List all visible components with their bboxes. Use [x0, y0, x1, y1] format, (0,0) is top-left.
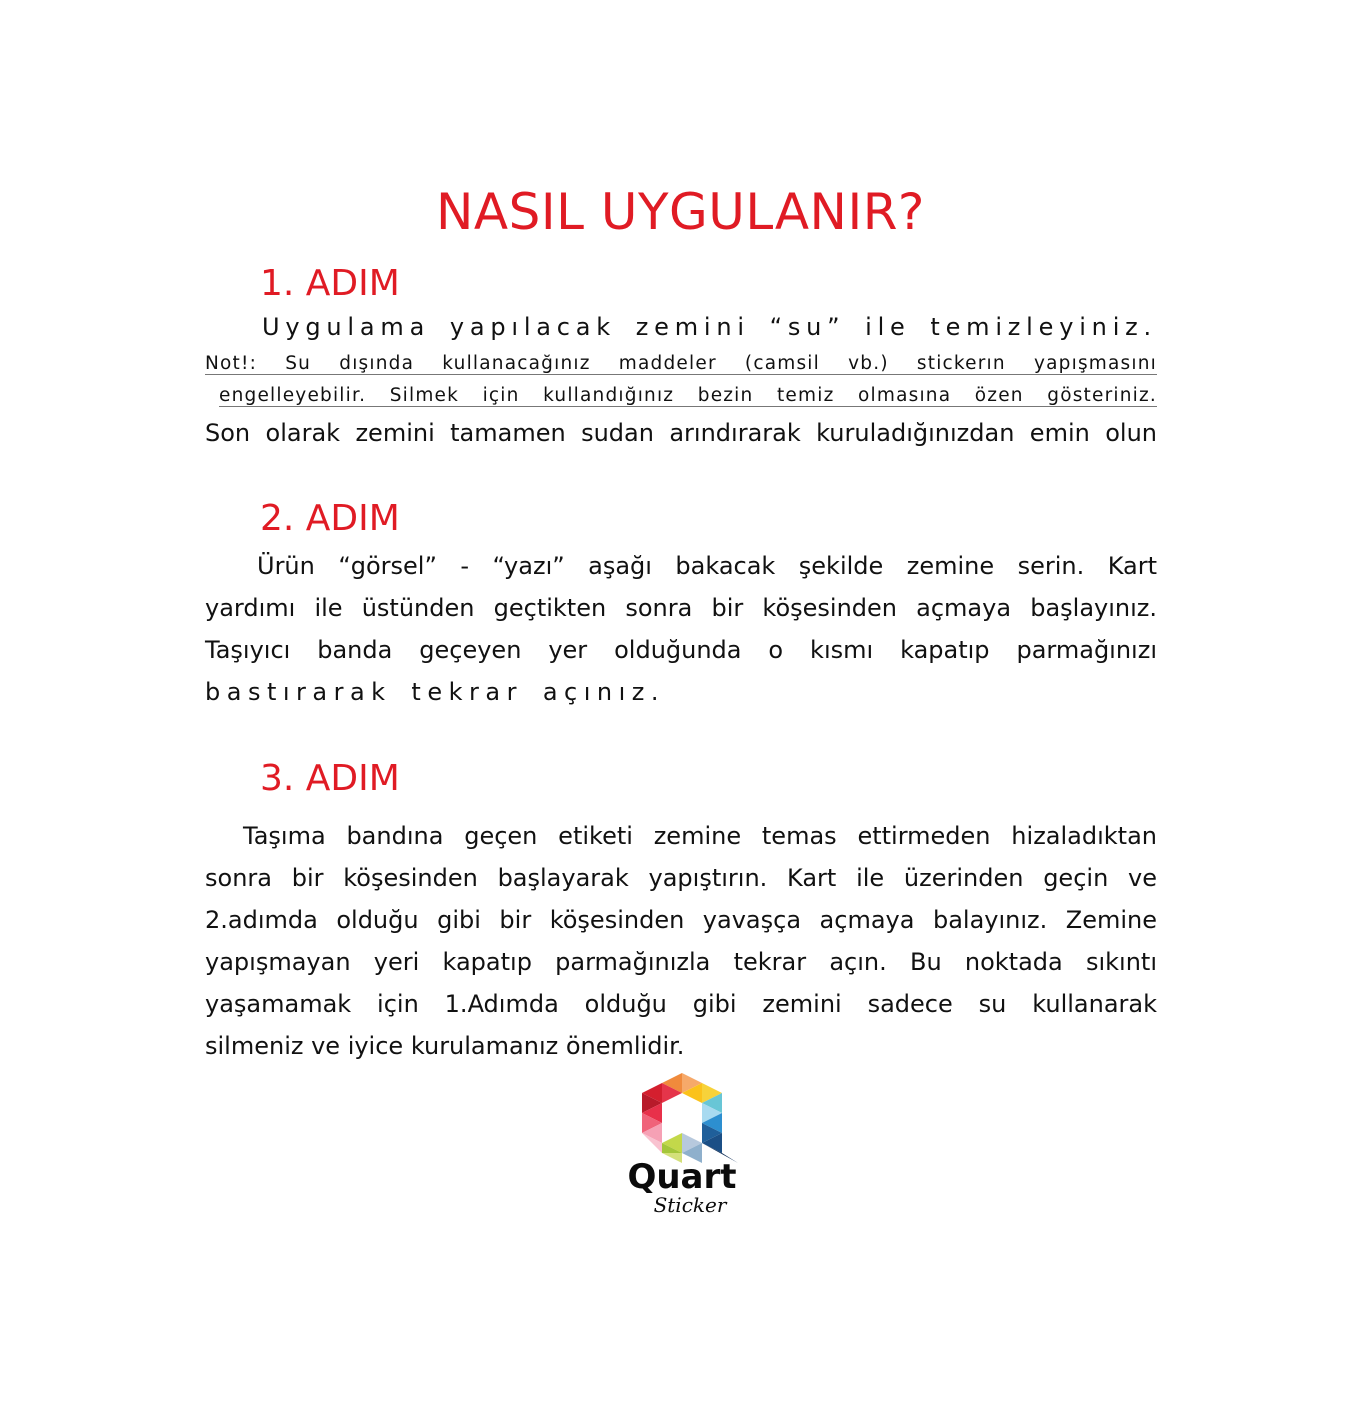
step-3-heading: 3. ADIM	[260, 758, 400, 799]
quart-sticker-logo	[620, 1070, 745, 1220]
step-3-line: 2.adımda olduğu gibi bir köşesinden yavaşça açmaya balayınız. Zemine	[205, 906, 1157, 934]
step-1-heading: 1. ADIM	[260, 263, 400, 304]
step-3-line: sonra bir köşesinden başlayarak yapıştırın. Kart ile üzerinden geçin ve	[205, 864, 1157, 892]
step-3-line: Taşıma bandına geçen etiketi zemine temas ettirmeden hizaladıktan	[243, 822, 1157, 850]
step-2-body	[205, 545, 1157, 713]
step-2-line: yardımı ile üstünden geçtikten sonra bir köşesinden açmaya başlayınız.	[205, 594, 1157, 622]
step-1-closing: Son olarak zemini tamamen sudan arındırarak kuruladığınızdan emin olun	[205, 419, 1157, 447]
step-3-body	[205, 815, 1157, 1067]
step-3-line: yaşamamak için 1.Adımda olduğu gibi zemini sadece su kullanarak	[205, 990, 1157, 1018]
step-2-line: Ürün “görsel” - “yazı” aşağı bakacak şekilde zemine serin. Kart	[257, 552, 1157, 580]
step-2-line: Taşıyıcı banda geçeyen yer olduğunda o kısmı kapatıp parmağınızı	[205, 636, 1157, 664]
step-1-note-line: engelleyebilir. Silmek için kullandığınız bezin temiz olmasına özen gösteriniz.	[219, 385, 1157, 406]
step-1-body	[205, 306, 1157, 454]
logo-q-icon	[620, 1070, 745, 1220]
step-2-heading: 2. ADIM	[260, 498, 400, 539]
step-1-intro: Uygulama yapılacak zemini “su” ile temizleyiniz.	[262, 313, 1157, 341]
svg-text:Quart: Quart	[627, 1157, 737, 1197]
step-2-line: bastırarak tekrar açınız.	[205, 678, 665, 706]
svg-text:Sticker: Sticker	[653, 1193, 727, 1217]
step-3-line: silmeniz ve iyice kurulamanız önemlidir.	[205, 1032, 685, 1060]
page-title: NASIL UYGULANIR?	[436, 183, 925, 241]
step-3-line: yapışmayan yeri kapatıp parmağınızla tekrar açın. Bu noktada sıkıntı	[205, 948, 1157, 976]
step-1-note-line: Not!: Su dışında kullanacağınız maddeler (camsil vb.) stickerın yapışmasını	[205, 353, 1157, 374]
